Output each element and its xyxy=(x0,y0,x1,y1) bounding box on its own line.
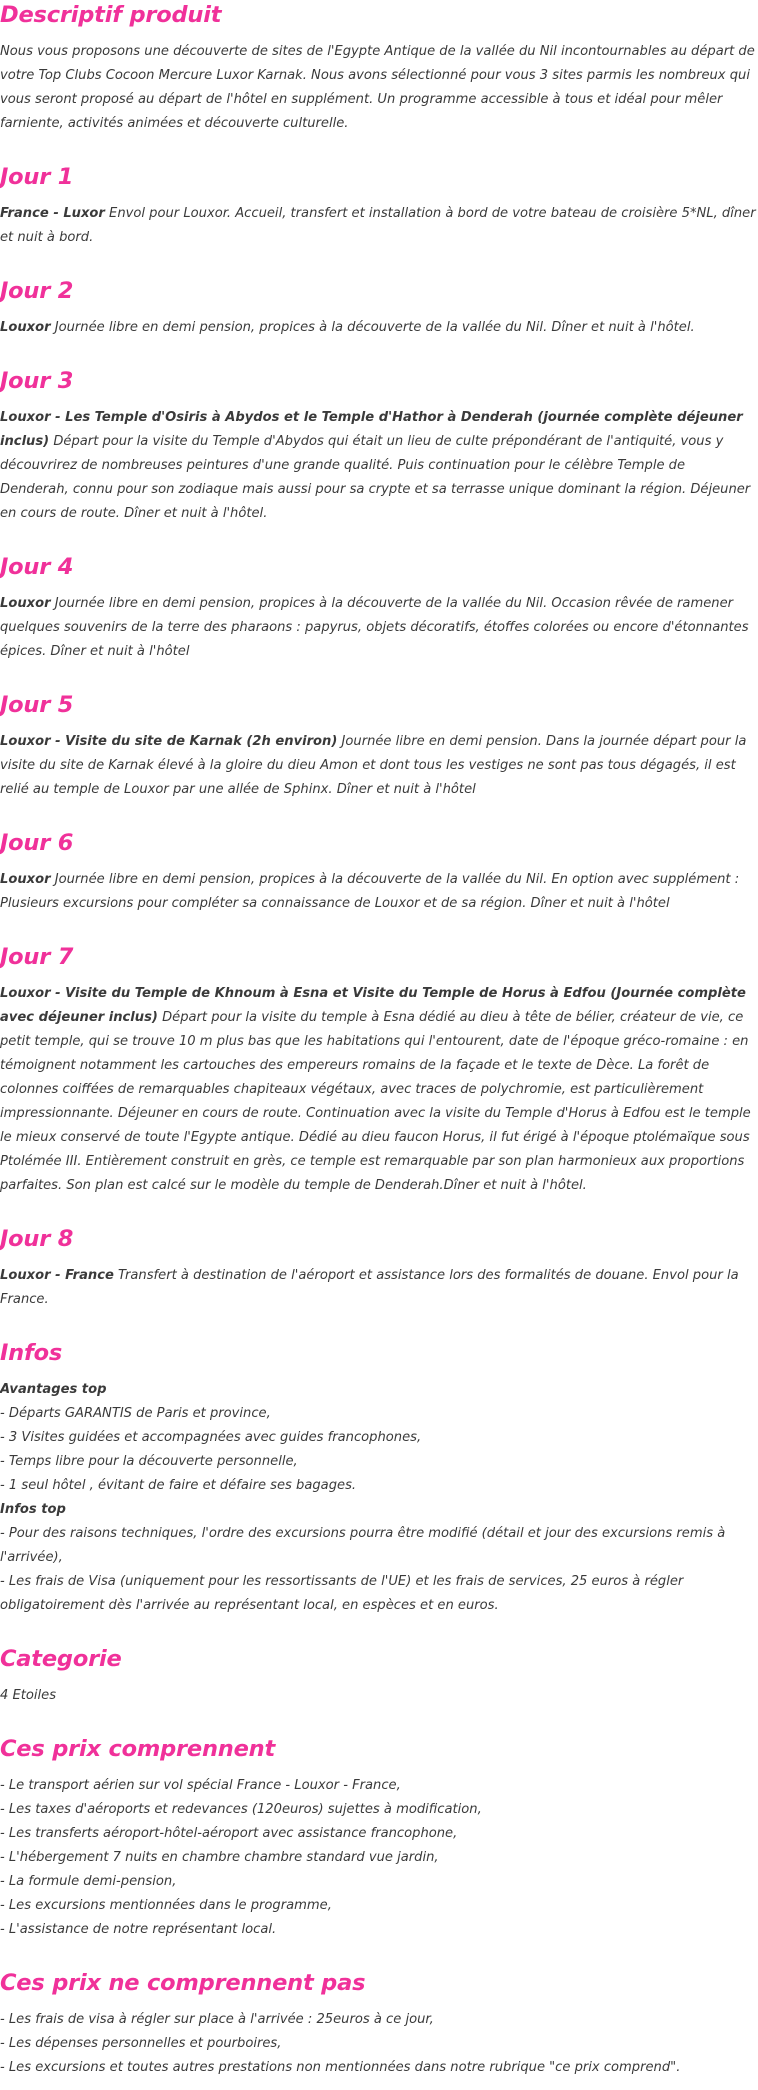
day-title: Jour 1 xyxy=(0,164,74,190)
day-text: Départ pour la visite du Temple d'Abydos qui était un lieu de culte prépondérant de l'antiquité, vous y découvrirez de nombreuses peintures d'une grande qualité. Puis continuation pour le célèbre Temple de Denderah, connu pour son zodiaque mais aussi pour sa crypte et sa terrasse unique dominant la région. Déjeuner en cours de route. Dîner et nuit à l'hôtel. xyxy=(0,434,751,521)
day-text: Envol pour Louxor. Accueil, transfert et installation à bord de votre bateau de croisière 5*NL, dîner et nuit à bord. xyxy=(0,206,756,245)
day-section xyxy=(0,276,756,340)
day-description xyxy=(0,982,756,1198)
day-description xyxy=(0,868,756,916)
list-item: - Les frais de Visa (uniquement pour les ressortissants de l'UE) et les frais de services, 25 euros à régler obligatoirement dès l'arrivée au représentant local, en espèces et en euros. xyxy=(0,1574,684,1613)
avantages-list xyxy=(0,1402,756,1498)
day-lead: Louxor - Visite du site de Karnak (2h environ) xyxy=(0,734,338,749)
list-item: - Les frais de visa à régler sur place à l'arrivée : 25euros à ce jour, xyxy=(0,2012,434,2027)
prix-comprennent-list xyxy=(0,1774,756,1942)
list-item: - L'hébergement 7 nuits en chambre chambre standard vue jardin, xyxy=(0,1850,439,1865)
list-item: - Les dépenses personnelles et pourboires, xyxy=(0,2036,282,2051)
day-description xyxy=(0,316,756,340)
avantages-title: Avantages top xyxy=(0,1382,107,1397)
day-text: Journée libre en demi pension, propices à la découverte de la vallée du Nil. En option avec supplément : Plusieurs excursions pour compléter sa connaissance de Louxor et de sa région. Dîner et nuit à l'hôtel xyxy=(0,872,740,911)
day-title: Jour 4 xyxy=(0,554,74,580)
day-section xyxy=(0,162,756,250)
list-item: - Les excursions et toutes autres prestations non mentionnées dans notre rubrique "ce prix comprend". xyxy=(0,2060,681,2075)
categorie-section xyxy=(0,1644,756,1708)
day-description xyxy=(0,730,756,802)
day-lead: Louxor xyxy=(0,596,51,611)
list-item: - Les transferts aéroport-hôtel-aéroport avec assistance francophone, xyxy=(0,1826,458,1841)
day-description xyxy=(0,202,756,250)
prix-comprennent-title: Ces prix comprennent xyxy=(0,1736,276,1762)
day-title: Jour 5 xyxy=(0,692,74,718)
infos-title: Infos xyxy=(0,1340,63,1366)
day-text: Journée libre en demi pension. Dans la journée départ pour la visite du site de Karnak élevé à la gloire du dieu Amon et dont tous les vestiges ne sont pas tous dégagés, il est relié au temple de Louxor par une allée de Sphinx. Dîner et nuit à l'hôtel xyxy=(0,734,747,797)
list-item: - 1 seul hôtel , évitant de faire et défaire ses bagages. xyxy=(0,1478,357,1493)
descriptif-text: Nous vous proposons une découverte de sites de l'Egypte Antique de la vallée du Nil incontournables au départ de votre Top Clubs Cocoon Mercure Luxor Karnak. Nous avons sélectionné pour vous 3 sites parmis les nombreux qui vous seront proposé au départ de l'hôtel en supplément. Un programme accessible à tous et idéal pour mêler farniente, activités animées et découverte culturelle. xyxy=(0,44,755,131)
descriptif-section xyxy=(0,0,756,136)
prix-ne-comprennent-pas-title: Ces prix ne comprennent pas xyxy=(0,1970,366,1996)
prix-comprennent-section xyxy=(0,1734,756,1942)
day-section xyxy=(0,552,756,664)
day-section xyxy=(0,942,756,1198)
day-lead: Louxor - Visite du Temple de Khnoum à Esna et Visite du Temple de Horus à Edfou (Journée complète avec déjeuner inclus) xyxy=(0,986,746,1025)
list-item: - Départs GARANTIS de Paris et province, xyxy=(0,1406,271,1421)
descriptif-title: Descriptif produit xyxy=(0,2,222,28)
prix-ne-comprennent-pas-list xyxy=(0,2008,756,2080)
day-lead: Louxor - France xyxy=(0,1268,114,1283)
list-item: - La formule demi-pension, xyxy=(0,1874,177,1889)
list-item: - Temps libre pour la découverte personnelle, xyxy=(0,1454,298,1469)
day-description xyxy=(0,592,756,664)
day-text: Transfert à destination de l'aéroport et assistance lors des formalités de douane. Envol pour la France. xyxy=(0,1268,739,1307)
day-title: Jour 3 xyxy=(0,368,74,394)
day-title: Jour 8 xyxy=(0,1226,74,1252)
infos-top-title: Infos top xyxy=(0,1502,66,1517)
list-item: - Les excursions mentionnées dans le programme, xyxy=(0,1898,332,1913)
day-section xyxy=(0,366,756,526)
categorie-title: Categorie xyxy=(0,1646,122,1672)
list-item: - 3 Visites guidées et accompagnées avec guides francophones, xyxy=(0,1430,422,1445)
day-lead: France - Luxor xyxy=(0,206,105,221)
day-lead: Louxor xyxy=(0,872,51,887)
list-item: - L'assistance de notre représentant local. xyxy=(0,1922,277,1937)
day-section xyxy=(0,828,756,916)
day-title: Jour 7 xyxy=(0,944,74,970)
day-description xyxy=(0,1264,756,1312)
day-text: Journée libre en demi pension, propices à la découverte de la vallée du Nil. Occasion rêvée de ramener quelques souvenirs de la terre des pharaons : papyrus, objets décoratifs, étoffes colorées ou encore d'étonnantes épices. Dîner et nuit à l'hôtel xyxy=(0,596,749,659)
day-section xyxy=(0,1224,756,1312)
list-item: - Pour des raisons techniques, l'ordre des excursions pourra être modifié (détail et jour des excursions remis à l'arrivée), xyxy=(0,1526,726,1565)
day-section xyxy=(0,690,756,802)
day-title: Jour 2 xyxy=(0,278,74,304)
infos-section xyxy=(0,1338,756,1618)
categorie-value: 4 Etoiles xyxy=(0,1688,57,1703)
day-title: Jour 6 xyxy=(0,830,74,856)
days-list xyxy=(0,162,756,1312)
day-lead: Louxor xyxy=(0,320,51,335)
day-lead: Louxor - Les Temple d'Osiris à Abydos et le Temple d'Hathor à Denderah (journée complète déjeuner inclus) xyxy=(0,410,743,449)
list-item: - Le transport aérien sur vol spécial France - Louxor - France, xyxy=(0,1778,401,1793)
day-text: Journée libre en demi pension, propices à la découverte de la vallée du Nil. Dîner et nuit à l'hôtel. xyxy=(50,320,695,335)
list-item: - Les taxes d'aéroports et redevances (120euros) sujettes à modification, xyxy=(0,1802,482,1817)
infos-top-list xyxy=(0,1522,756,1618)
day-text: Départ pour la visite du temple à Esna dédié au dieu à tête de bélier, créateur de vie, ce petit temple, qui se trouve 10 m plus bas que les habitations qui l'entourent, date de l'époque gréco-romaine : en témoignent notamment les cartouches des empereurs romains de la façade et le texte de Dèce. La forêt de colonnes coiffées de remarquables chapiteaux végétaux, avec traces de polychromie, est particulièrement impressionnante. Déjeuner en cours de route. Continuation avec la visite du Temple d'Horus à Edfou est le temple le mieux conservé de toute l'Egypte antique. Dédié au dieu faucon Horus, il fut érigé à l'époque ptolémaïque sous Ptolémée III. Entièrement construit en grès, ce temple est remarquable par son plan harmonieux aux proportions parfaites. Son plan est calcé sur le modèle du temple de Denderah.Dîner et nuit à l'hôtel. xyxy=(0,1010,751,1193)
prix-ne-comprennent-pas-section xyxy=(0,1968,756,2080)
day-description xyxy=(0,406,756,526)
